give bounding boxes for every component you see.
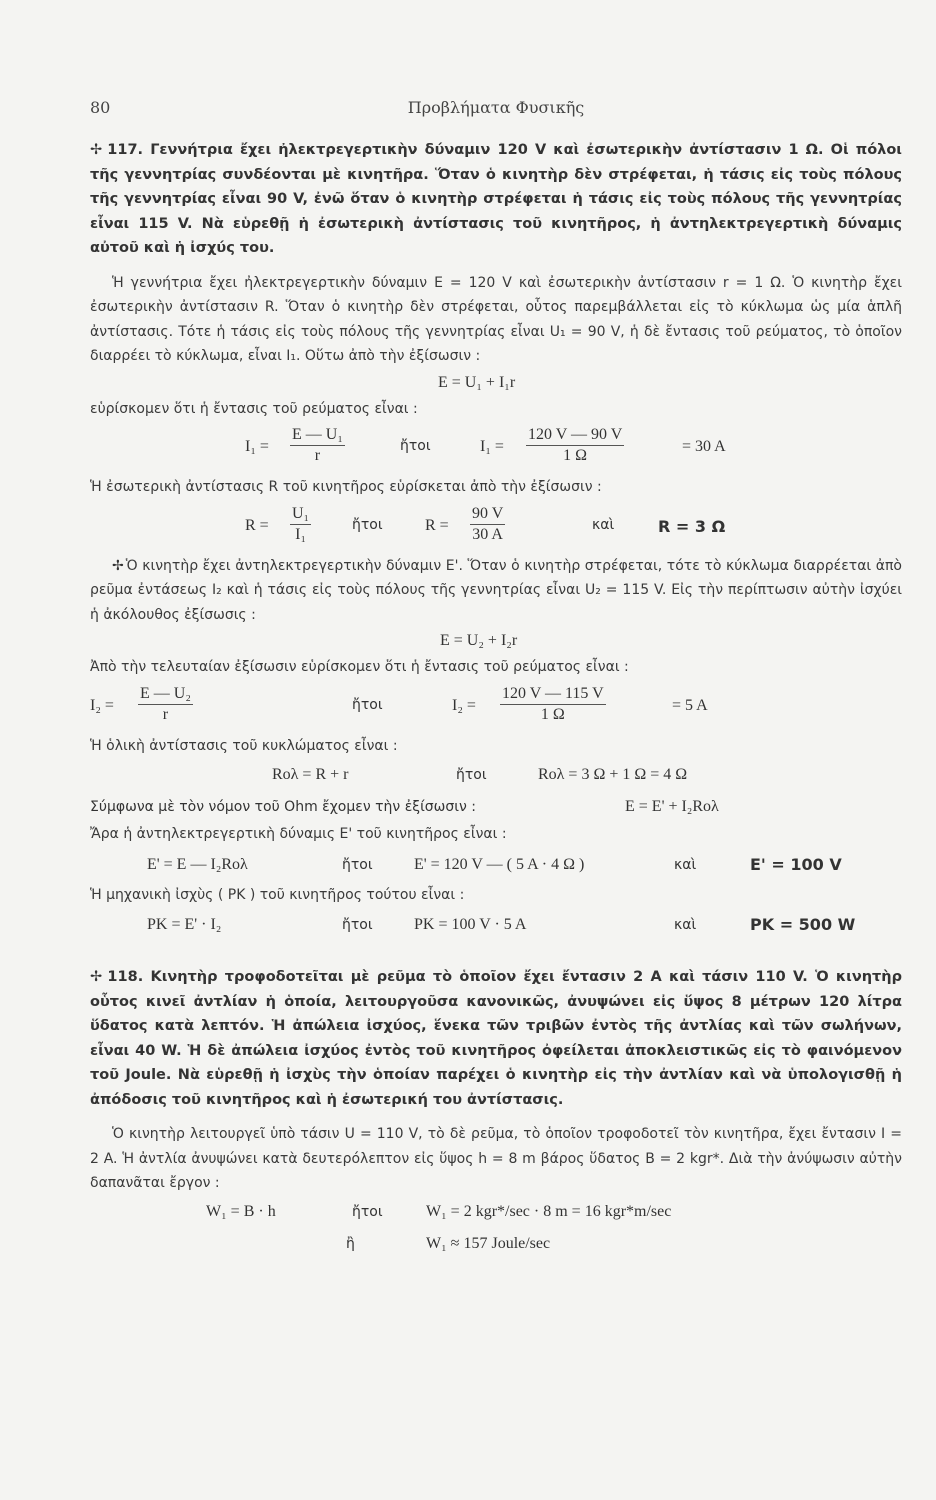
equation-line xyxy=(90,627,902,655)
equation: Rολ = R + r xyxy=(272,766,349,783)
problem-number: 117. xyxy=(107,142,144,158)
equation: W₁ = B · h xyxy=(206,1202,276,1220)
page-number: 80 xyxy=(90,98,111,117)
eq-result-bold: E' = 100 V xyxy=(750,854,842,874)
denominator: r xyxy=(162,705,169,723)
cross-mark-icon: ✢ xyxy=(90,142,103,158)
numerator: 90 V xyxy=(470,504,505,525)
solution-paragraph: Ἡ γεννήτρια ἔχει ἠλεκτρεγερτικὴν δύναμιν E = 120 V καὶ ἐσωτερικὴν ἀντίστασιν r = 1 Ω. Ὁ κινητὴρ ἔχει ἐσωτερικὴν ἀντίστασιν R. Ὅταν ὁ κινητὴρ δὲν στρέφεται, οὗτος παρεμβάλλεται εἰς τὸ κύκλωμα ὡς μία ἁπλῆ ἀντίστασις. Τότε ἡ τάσις εἰς τοὺς πόλους τῆς γεννητρίας εἶναι U₁ = 90 V, ἡ δὲ ἔντασις τοῦ ρεύματος, τὸ ὁποῖον διαρρέει τὸ κύκλωμα, εἶναι I₁. Οὕτω ἀπὸ τὴν ἐξίσωσιν : xyxy=(90,274,902,364)
problem-number: 118. xyxy=(107,969,144,985)
text-line: Ἀπὸ τὴν τελευταίαν ἐξίσωσιν εὑρίσκομεν ὅτι ἡ ἔντασις τοῦ ρεύματος εἶναι : xyxy=(90,659,629,675)
connector-word: ἤτοι xyxy=(352,516,383,533)
fraction xyxy=(290,425,345,466)
equation: W₁ = 2 kgr*/sec · 8 m = 16 kgr*m/sec xyxy=(426,1202,672,1220)
cross-mark-icon: ✢ xyxy=(112,557,124,574)
numerator: 120 V — 115 V xyxy=(500,684,606,705)
denominator: 1 Ω xyxy=(540,705,565,723)
fraction-equation-3 xyxy=(90,680,902,734)
fraction-equation-2 xyxy=(90,500,902,554)
equation: Rολ = 3 Ω + 1 Ω = 4 Ω xyxy=(538,766,688,783)
eq-lhs: I₁ = xyxy=(245,438,269,455)
problem-text: Γεννήτρια ἔχει ἠλεκτρεγερτικὴν δύναμιν 120 V καὶ ἐσωτερικὴν ἀντίστασιν 1 Ω. Οἱ πόλοι τῆς γεννητρίας συνδέονται μὲ κινητῆρα. Ὅταν ὁ κινητὴρ δὲν στρέφεται, ἡ τάσις εἰς τοὺς πόλους τῆς γεννητρίας εἶναι 90 V, ἐνῶ ὅταν ὁ κινητὴρ στρέφεται ἡ τάσις εἰς τοὺς πόλους τῆς γεννητρίας εἶναι 115 V. Νὰ εὑρεθῇ ἡ ἐσωτερικὴ ἀντίστασις τοῦ κινητῆρος, ἡ ἀντηλεκτρεγερτικὴ δύναμις αὐτοῦ καὶ ἡ ἰσχύς του. xyxy=(90,142,902,256)
eq-lhs: R = xyxy=(425,516,449,534)
problem-118-statement xyxy=(90,965,902,1112)
denominator: I₁ xyxy=(295,525,307,543)
solution-paragraph xyxy=(90,554,902,628)
page xyxy=(90,98,902,1260)
paragraph-text: Ὁ κινητὴρ ἔχει ἀντηλεκτρεγερτικὴν δύναμιν E'. Ὅταν ὁ κινητὴρ στρέφεται, τότε τὸ κύκλωμα διαρρέεται ἀπὸ ρεῦμα ἐντάσεως I₂ καὶ ἡ τάσις εἰς τοὺς πόλους τῆς γεννητρίας εἶναι U₂ = 115 V. Εἰς τὴν περίπτωσιν αὐτὴν ἰσχύει ἡ ἀκόλουθος ἐξίσωσις : xyxy=(90,557,902,623)
numerator: E — U₁ xyxy=(290,425,345,446)
text-line: Ἄρα ἡ ἀντηλεκτρεγερτικὴ δύναμις E' τοῦ κινητῆρος εἶναι : xyxy=(90,826,507,842)
text-line: Ἡ ἐσωτερικὴ ἀντίστασις R τοῦ κινητῆρος εὑρίσκεται ἀπὸ τὴν ἐξίσωσιν : xyxy=(90,479,602,495)
connector-word: ἤτοι xyxy=(400,438,431,454)
equation-line xyxy=(90,907,902,943)
page-header xyxy=(90,98,902,124)
fraction xyxy=(526,425,624,466)
cross-mark-icon: ✢ xyxy=(90,969,103,985)
fraction xyxy=(290,504,311,545)
equation: E = U₂ + I₂r xyxy=(440,632,518,649)
numerator: 120 V — 90 V xyxy=(526,425,624,446)
text-line: Σύμφωνα μὲ τὸν νόμον τοῦ Ohm ἔχομεν τὴν ἐξίσωσιν : xyxy=(90,799,476,815)
equation: W₁ ≈ 157 Joule/sec xyxy=(426,1234,551,1252)
equation-line xyxy=(90,369,902,397)
denominator: 1 Ω xyxy=(563,447,588,464)
connector-word: ἤτοι xyxy=(352,696,383,713)
connector-word: ἤτοι xyxy=(342,856,373,873)
equation: PK = E' · I₂ xyxy=(147,916,222,933)
solution-paragraph: Ὁ κινητὴρ λειτουργεῖ ὑπὸ τάσιν U = 110 V, τὸ δὲ ρεῦμα, τὸ ὁποῖον τροφοδοτεῖ τὸν κινητῆρα, ἔχει ἔντασιν I = 2 A. Ἡ ἀντλία ἀνυψώνει κατὰ δευτερόλεπτον εἰς ὕψος h = 8 m βάρος ὕδατος B = 2 kgr*. Διὰ τὴν ἀνύψωσιν αὐτὴν δαπανᾶται ἔργον : xyxy=(90,1126,902,1191)
connector-word: καὶ xyxy=(674,917,697,933)
eq-lhs: R = xyxy=(245,516,269,534)
equation-line xyxy=(90,758,902,792)
text-line-with-equation xyxy=(90,792,902,822)
equation-line xyxy=(90,1228,902,1260)
equation: E' = 120 V — ( 5 A · 4 Ω ) xyxy=(414,855,585,873)
eq-result-bold: R = 3 Ω xyxy=(658,516,726,536)
numerator: E — U₂ xyxy=(138,684,193,705)
eq-lhs: I₂ = xyxy=(90,696,114,714)
equation-line xyxy=(90,847,902,883)
fraction xyxy=(500,684,606,725)
fraction xyxy=(138,684,193,725)
eq-result-bold: PK = 500 W xyxy=(750,915,856,934)
numerator: U₁ xyxy=(290,504,311,525)
fraction-equation-1 xyxy=(90,421,902,475)
connector-word: ἤτοι xyxy=(342,917,373,933)
eq-result: = 5 A xyxy=(672,696,708,714)
eq-lhs: I₁ = xyxy=(480,438,504,455)
eq-lhs: I₂ = xyxy=(452,696,476,714)
problem-text: Κινητὴρ τροφοδοτεῖται μὲ ρεῦμα τὸ ὁποῖον ἔχει ἔντασιν 2 A καὶ τάσιν 110 V. Ὁ κινητὴρ οὗτος κινεῖ ἀντλίαν ἡ ὁποία, λειτουργοῦσα κανονικῶς, ἀνυψώνει εἰς ὕψος 8 μέτρων 120 λίτρα ὕδατος κατὰ λεπτόν. Ἡ ἀπώλεια ἰσχύος, ἕνεκα τῶν τριβῶν ἐντὸς τῆς ἀντλίας καὶ τῶν σωλήνων, εἶναι 40 W. Ἡ δὲ ἀπώλεια ἰσχύος ἐντὸς τοῦ κινητῆρος ὀφείλεται ἀποκλειστικῶς εἰς τὸ φαινόμενον τοῦ Joule. Νὰ εὑρεθῇ ἡ ἰσχὺς τὴν ὁποίαν παρέχει ὁ κινητὴρ εἰς τὴν ἀντλίαν καὶ νὰ ὑπολογισθῇ ἡ ἀπόδοσις τοῦ κινητῆρος καὶ ἡ ἐσωτερική του ἀντίστασις. xyxy=(90,969,902,1108)
eq-result: = 30 A xyxy=(682,438,726,455)
connector-word: ἤτοι xyxy=(352,1203,383,1220)
connector-word: ἢ xyxy=(346,1235,355,1252)
text-line: Ἡ μηχανικὴ ἰσχὺς ( PK ) τοῦ κινητῆρος τούτου εἶναι : xyxy=(90,886,465,903)
text-line: Ἡ ὁλικὴ ἀντίστασις τοῦ κυκλώματος εἶναι : xyxy=(90,737,398,754)
denominator: r xyxy=(314,447,321,464)
connector-word: καὶ xyxy=(674,856,697,873)
problem-117-statement xyxy=(90,138,902,261)
denominator: 30 A xyxy=(472,525,503,543)
connector-word: καὶ xyxy=(592,516,615,533)
equation: PK = 100 V · 5 A xyxy=(414,916,527,933)
equation: E = U₁ + I₁r xyxy=(438,373,516,391)
equation-line xyxy=(90,1196,902,1228)
text-line: εὑρίσκομεν ὅτι ἡ ἔντασις τοῦ ρεύματος εἶναι : xyxy=(90,400,418,417)
connector-word: ἤτοι xyxy=(456,767,487,783)
equation: E = E' + I₂Rολ xyxy=(625,798,719,815)
fraction xyxy=(470,504,505,545)
equation: E' = E — I₂Rολ xyxy=(147,855,248,873)
page-title: Προβλήματα Φυσικῆς xyxy=(407,98,585,117)
